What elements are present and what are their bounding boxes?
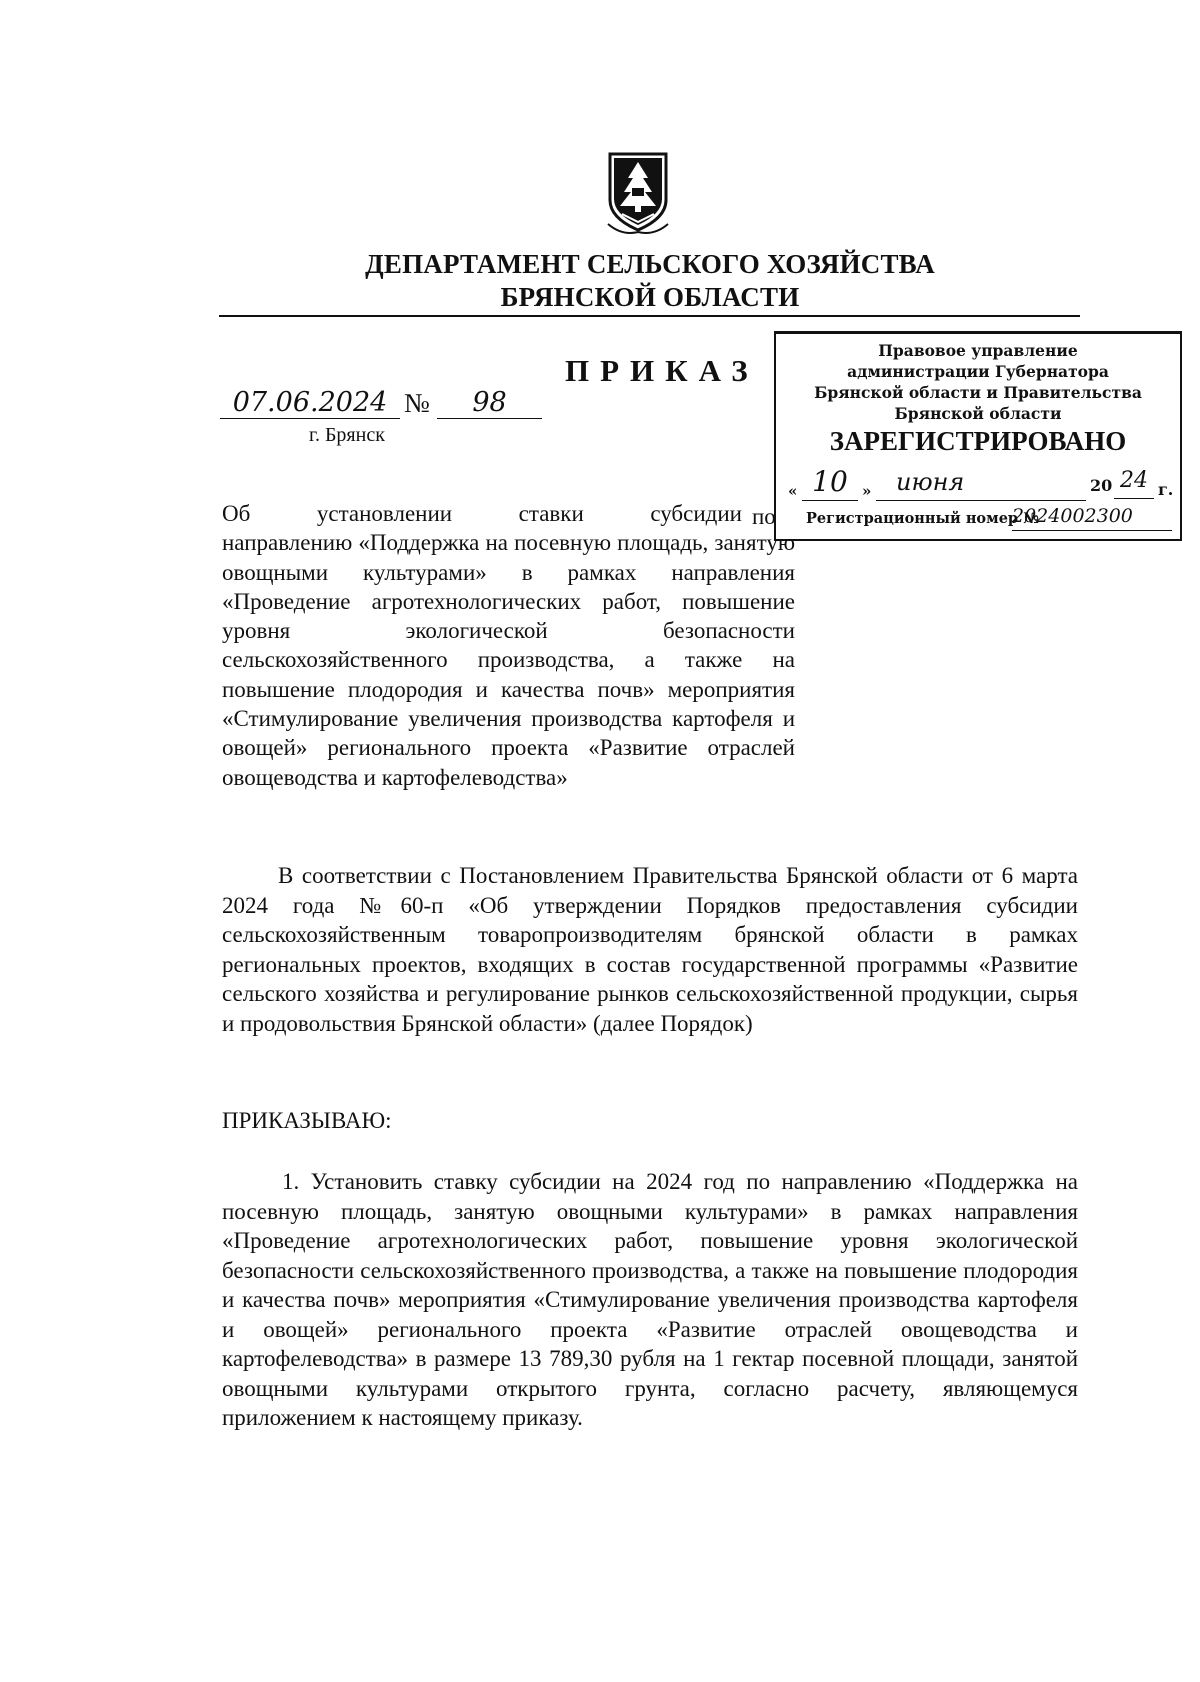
- stamp-quote-open: «: [788, 482, 798, 500]
- order-number: 98: [437, 388, 542, 419]
- order-subject: [222, 499, 795, 792]
- header-divider: [219, 315, 1080, 317]
- stamp-org-line: Брянской области: [894, 404, 1062, 423]
- preamble-paragraph: В соответствии с Постановлением Правительства Брянской области от 6 марта 2024 года №60-п «Об утверждении Порядков предоставления субсидии сельскохозяйственным товаропроизводителям брянской области в рамках региональных проектов, входящих в состав государственной программы «Развитие сельского хозяйства и регулирование рынков сельскохозяйственной продукции, сырья и продовольствия Брянской области» (далее Порядок): [222, 863, 1078, 1036]
- subject-word-po: по: [752, 504, 776, 529]
- stamp-org-line: Правовое управление: [878, 341, 1078, 360]
- order-date: 07.06.2024: [220, 388, 400, 419]
- stamp-org-line: Брянской области и Правительства: [814, 383, 1142, 402]
- stamp-date-line: [784, 464, 1174, 504]
- subject-word: ставки: [518, 501, 584, 526]
- order-item-1: 1. Установить ставку субсидии на 2024 год по направлению «Поддержка на посевную площадь, занятую овощными культурами» в рамках направления «Проведение агротехнологических работ, повышение уровня экологической безопасности сельскохозяйственного производства, а также на повышение плодородия и качества почв» мероприятия «Стимулирование увеличения производства картофеля и овощей» регионального проекта «Развитие отраслей овощеводства и картофелеводства» в размере 13 789,30 рубля на 1 гектар посевной площади, занятой овощными культурами открытого грунта, согласно расчету, являющемуся приложением к настоящему приказу.: [222, 1169, 1078, 1430]
- stamp-month: июня: [876, 464, 1086, 501]
- subject-first-line: [222, 499, 742, 528]
- document-type: ПРИКАЗ: [565, 353, 759, 388]
- stamp-year-prefix: 20: [1090, 476, 1113, 495]
- stamp-day: 10: [802, 464, 858, 501]
- order-word: ПРИКАЗЫВАЮ:: [222, 1108, 392, 1133]
- registration-stamp: [774, 331, 1182, 541]
- number-sign: №: [404, 388, 430, 418]
- stamp-year-mark: г.: [1158, 480, 1174, 499]
- stamp-registered: ЗАРЕГИСТРИРОВАНО: [829, 426, 1127, 456]
- department-title-line1: ДЕПАРТАМЕНТ СЕЛЬСКОГО ХОЗЯЙСТВА: [365, 249, 935, 279]
- subject-word: субсидии: [650, 501, 742, 526]
- order-city: г. Брянск: [309, 424, 385, 446]
- stamp-quote-close: »: [862, 482, 872, 500]
- coat-of-arms-icon: [602, 148, 674, 238]
- stamp-reg-label: Регистрационный номер №: [806, 510, 1039, 527]
- subject-word: установлении: [316, 501, 453, 526]
- stamp-organization: [776, 340, 1180, 424]
- subject-word: Об: [222, 501, 251, 526]
- stamp-reg-number: 2024002300: [1012, 502, 1172, 531]
- department-title-line2: БРЯНСКОЙ ОБЛАСТИ: [500, 282, 800, 312]
- subject-text: направлению «Поддержка на посевную площадь, занятую овощными культурами» в рамках направления «Проведение агротехнологических работ, повышение уровня экологической безопасности сельскохозяйственного производства, а также на повышение плодородия и качества почв» мероприятия «Стимулирование увеличения производства картофеля и овощей» регионального проекта «Развитие отраслей овощеводства и картофелеводства»: [222, 530, 795, 790]
- stamp-year-suffix: 24: [1114, 464, 1154, 499]
- stamp-org-line: администрации Губернатора: [847, 362, 1109, 381]
